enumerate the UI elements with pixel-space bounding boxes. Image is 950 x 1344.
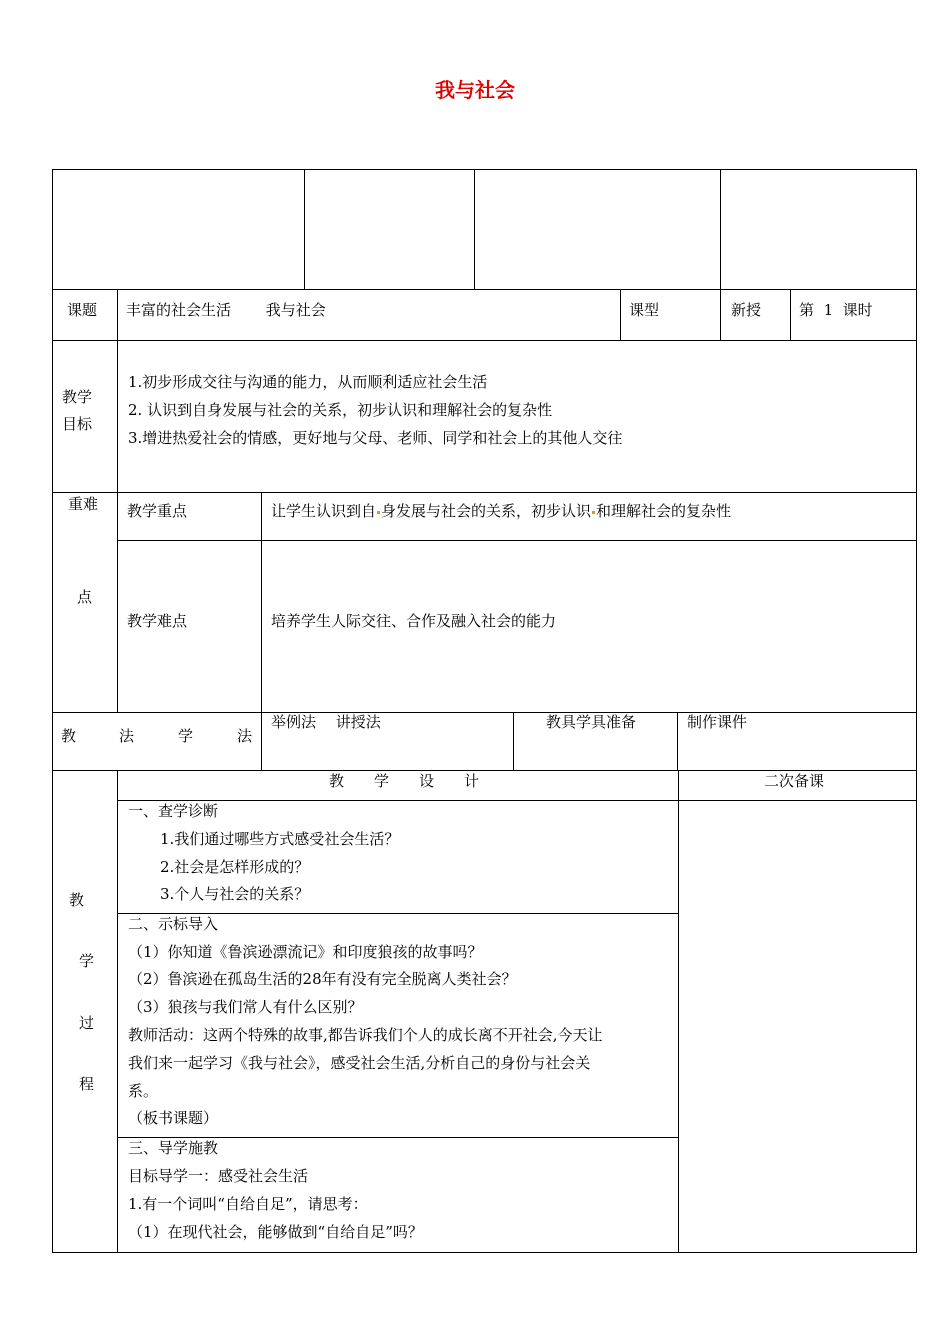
section-title: 一、查学诊断 [128,802,219,820]
period-prefix: 第 [799,301,815,319]
topic-label: 课题 [67,301,98,319]
paragraph-line: 我们来一起学习《我与社会》，感受社会生活,分析自己的身份与社会关 [128,1054,591,1072]
section-title: 二、示标导入 [128,915,219,933]
process-label-char: 过 [79,1014,95,1032]
list-item: （2）鲁滨逊在孤岛生活的28年有没有完全脱离人类社会？ [128,970,517,988]
methods-label-char: 学 [178,727,194,745]
tools-value: 制作课件 [687,713,748,731]
process-label-char: 学 [79,952,95,970]
difficulty-value: 培养学生人际交往、合作及融入社会的能力 [271,612,557,630]
list-item: 1.我们通过哪些方式感受社会生活？ [160,830,400,848]
methods-value: 举例法 讲授法 [271,713,381,731]
list-item: （3）狼孩与我们常人有什么区别？ [128,998,363,1016]
section-title: 三、导学施教 [128,1139,219,1157]
paragraph-line: 系。 [128,1082,159,1100]
focus-text-c: 和理解社会的复杂性 [596,502,732,520]
goal-item: 3.增进热爱社会的情感，更好地与父母、老师、同学和社会上的其他人交往 [128,429,623,447]
goal-item: 2. 认识到自身发展与社会的关系，初步认识和理解社会的复杂性 [128,401,553,419]
tools-label: 教具学具准备 [546,713,637,731]
lesson-type-label: 课型 [629,301,660,319]
second-prep-header: 二次备课 [764,772,825,790]
page-title: 我与社会 [435,78,515,102]
list-item: （1）你知道《鲁滨逊漂流记》和印度狼孩的故事吗？ [128,943,483,961]
period-suffix: 课时 [842,301,873,319]
list-item: 1.有一个词叫“自给自足”，请思考： [128,1195,368,1213]
methods-label-char: 法 [119,727,135,745]
goals-label-line1: 教学 [62,388,93,406]
focus-label: 教学重点 [127,502,188,520]
key-label-line2: 点 [77,588,93,606]
period-number: 1 [823,301,834,319]
key-label-line1: 重难 [68,495,99,513]
list-item: 2.社会是怎样形成的？ [160,858,310,876]
focus-text-a: 让学生认识到自 [271,502,377,520]
topic-value: 丰富的社会生活 我与社会 [126,301,326,319]
list-item: （板书课题） [128,1109,219,1127]
methods-label-char: 法 [237,727,253,745]
goal-item: 1.初步形成交往与沟通的能力，从而顺利适应社会生活 [128,373,488,391]
period-count [799,300,873,320]
focus-text-b: 身发展与社会的关系，初步认识 [381,502,592,520]
mark-dot [592,511,595,514]
list-item: （1）在现代社会，能够做到“自给自足”吗？ [128,1223,423,1241]
mark-dot [377,511,380,514]
goals-label-line2: 目标 [62,415,93,433]
methods-label-char: 教 [61,727,77,745]
list-item: 3.个人与社会的关系？ [160,885,310,903]
process-label-char: 教 [69,891,85,909]
process-label-char: 程 [79,1075,95,1093]
lesson-type-value: 新授 [731,301,762,319]
paragraph-line: 教师活动：这两个特殊的故事,都告诉我们个人的成长离不开社会,今天让 [128,1026,603,1044]
focus-value [271,501,731,521]
design-header: 教 学 设 计 [329,772,480,790]
list-item: 目标导学一：感受社会生活 [128,1167,309,1185]
difficulty-label: 教学难点 [127,612,188,630]
